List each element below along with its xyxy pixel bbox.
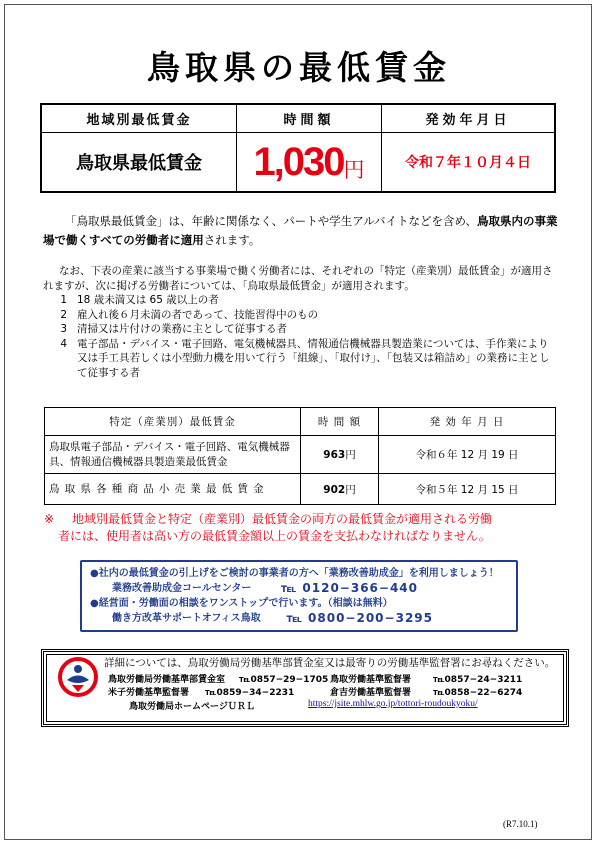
- wage-unit: 円: [343, 158, 365, 182]
- version-label: (R7.10.1): [503, 819, 538, 829]
- mhlw-logo-icon: [58, 656, 98, 698]
- region-name: 鳥取県最低賃金: [42, 133, 237, 191]
- support-row-2: [90, 611, 508, 626]
- office-entry: 鳥取労働基準監督署 ℡0857−24−3211: [330, 675, 523, 685]
- exceptions-lead: なお、下表の産業に該当する事業場で働く労働者には、それぞれの「特定（産業別）最低賃金」が適用されますが、次に掲げる労働者については、「鳥取県最低賃金」が適用されます。: [43, 265, 553, 292]
- support-center2: 働き方改革サポートオフィス鳥取: [112, 613, 261, 624]
- note-mark: ※: [44, 512, 55, 526]
- table-row: [45, 474, 556, 505]
- wage-amount: 1,030: [253, 139, 344, 184]
- exception-item: 2 雇入れ後６月未満の者であって、技能習得中のもの: [60, 308, 319, 321]
- header-region: 地域別最低賃金: [42, 105, 237, 133]
- contact-box: [41, 649, 569, 727]
- support-row-1: [90, 581, 508, 596]
- support-box: [80, 560, 518, 632]
- header-hourly: 時間額: [237, 105, 382, 133]
- office-entry: 倉吉労働基準監督署 ℡0858−22−6274: [330, 688, 523, 698]
- support-line1: ●社内の最低賃金の引上げをご検討の事業者の方へ「業務改善助成金」を利用しましょう！: [90, 568, 499, 579]
- table-row: [45, 436, 556, 474]
- intro-end: されます。: [203, 233, 261, 247]
- note-line1: 地域別最低賃金と特定（産業別）最低賃金の両方の最低賃金が適用される労働: [72, 512, 493, 526]
- exception-item: 1 18 歳未満又は 65 歳以上の者: [60, 294, 219, 306]
- support-center1: 業務改善助成金コールセンター: [112, 583, 252, 594]
- support-tel1[interactable]: ℡ 0120−366−440: [280, 581, 418, 595]
- specific-wage-table: [44, 407, 556, 505]
- wage-cell: [237, 133, 382, 191]
- effective-date: 令和７年１０月４日: [405, 155, 531, 171]
- homepage-label: 鳥取労働局ホームページＵＲＬ: [129, 702, 255, 712]
- industry-date: 令和５年 12 月 15 日: [379, 474, 556, 505]
- minimum-wage-table: [40, 103, 556, 193]
- support-line2: ●経営面・労働面の相談をワンストップで行います。（相談は無料）: [90, 598, 393, 609]
- header-specific: 特定（産業別）最低賃金: [45, 408, 301, 436]
- note-line2: 者には、使用者は高い方の最低賃金額以上の賃金を支払わなければなりません。: [58, 529, 491, 543]
- homepage-link[interactable]: https://jsite.mhlw.go.jp/tottori-roudoukyoku/: [308, 699, 478, 709]
- exception-item: 3 清掃又は片付けの業務に主として従事する者: [60, 323, 287, 335]
- office-entry: 米子労働基準監督署 ℡0859−34−2231: [108, 688, 295, 698]
- header-date: 発 効 年 月 日: [379, 408, 556, 436]
- intro-emphasis: 鳥取県内の事業場で働くすべての労働者に適用: [43, 214, 558, 247]
- header-amount: 時 間 額: [301, 408, 379, 436]
- note: [44, 511, 559, 545]
- industry-name: 鳥取県各種商品小売業最低賃金: [45, 474, 301, 505]
- industry-wage: 963円: [301, 436, 379, 474]
- industry-wage: 902円: [301, 474, 379, 505]
- header-effective-date: 発効年月日: [382, 105, 554, 133]
- intro-paragraph: [43, 212, 558, 250]
- support-tel2[interactable]: ℡ 0800−200−3295: [286, 611, 433, 625]
- exceptions-paragraph: [43, 264, 558, 380]
- table-header-row: [45, 408, 556, 436]
- exception-item: 4 電子部品・デバイス・電子回路、電気機械器具、情報通信機械器具製造業については、手作業により又は手工具若しくは小型動力機を用いて行う「組線」、「取付け」、「包装又は箱詰め」の業務に主として従事する者: [60, 337, 550, 379]
- intro-text: 「鳥取県最低賃金」は、年齢に関係なく、パートや学生アルバイトなどを含め、: [65, 214, 478, 228]
- industry-name: 鳥取県電子部品・デバイス・電子回路、電気機械器具、情報通信機械器具製造業最低賃金: [45, 436, 301, 474]
- page-title: 鳥取県の最低賃金: [147, 48, 451, 87]
- contact-intro: 詳細については、鳥取労働局労働基準部賃金室又は最寄りの労働基準監督署にお尋ねください。: [104, 657, 556, 669]
- industry-date: 令和６年 12 月 19 日: [379, 436, 556, 474]
- office-entry: 鳥取労働局労働基準部賃金室 ℡0857−29−1705: [108, 675, 329, 685]
